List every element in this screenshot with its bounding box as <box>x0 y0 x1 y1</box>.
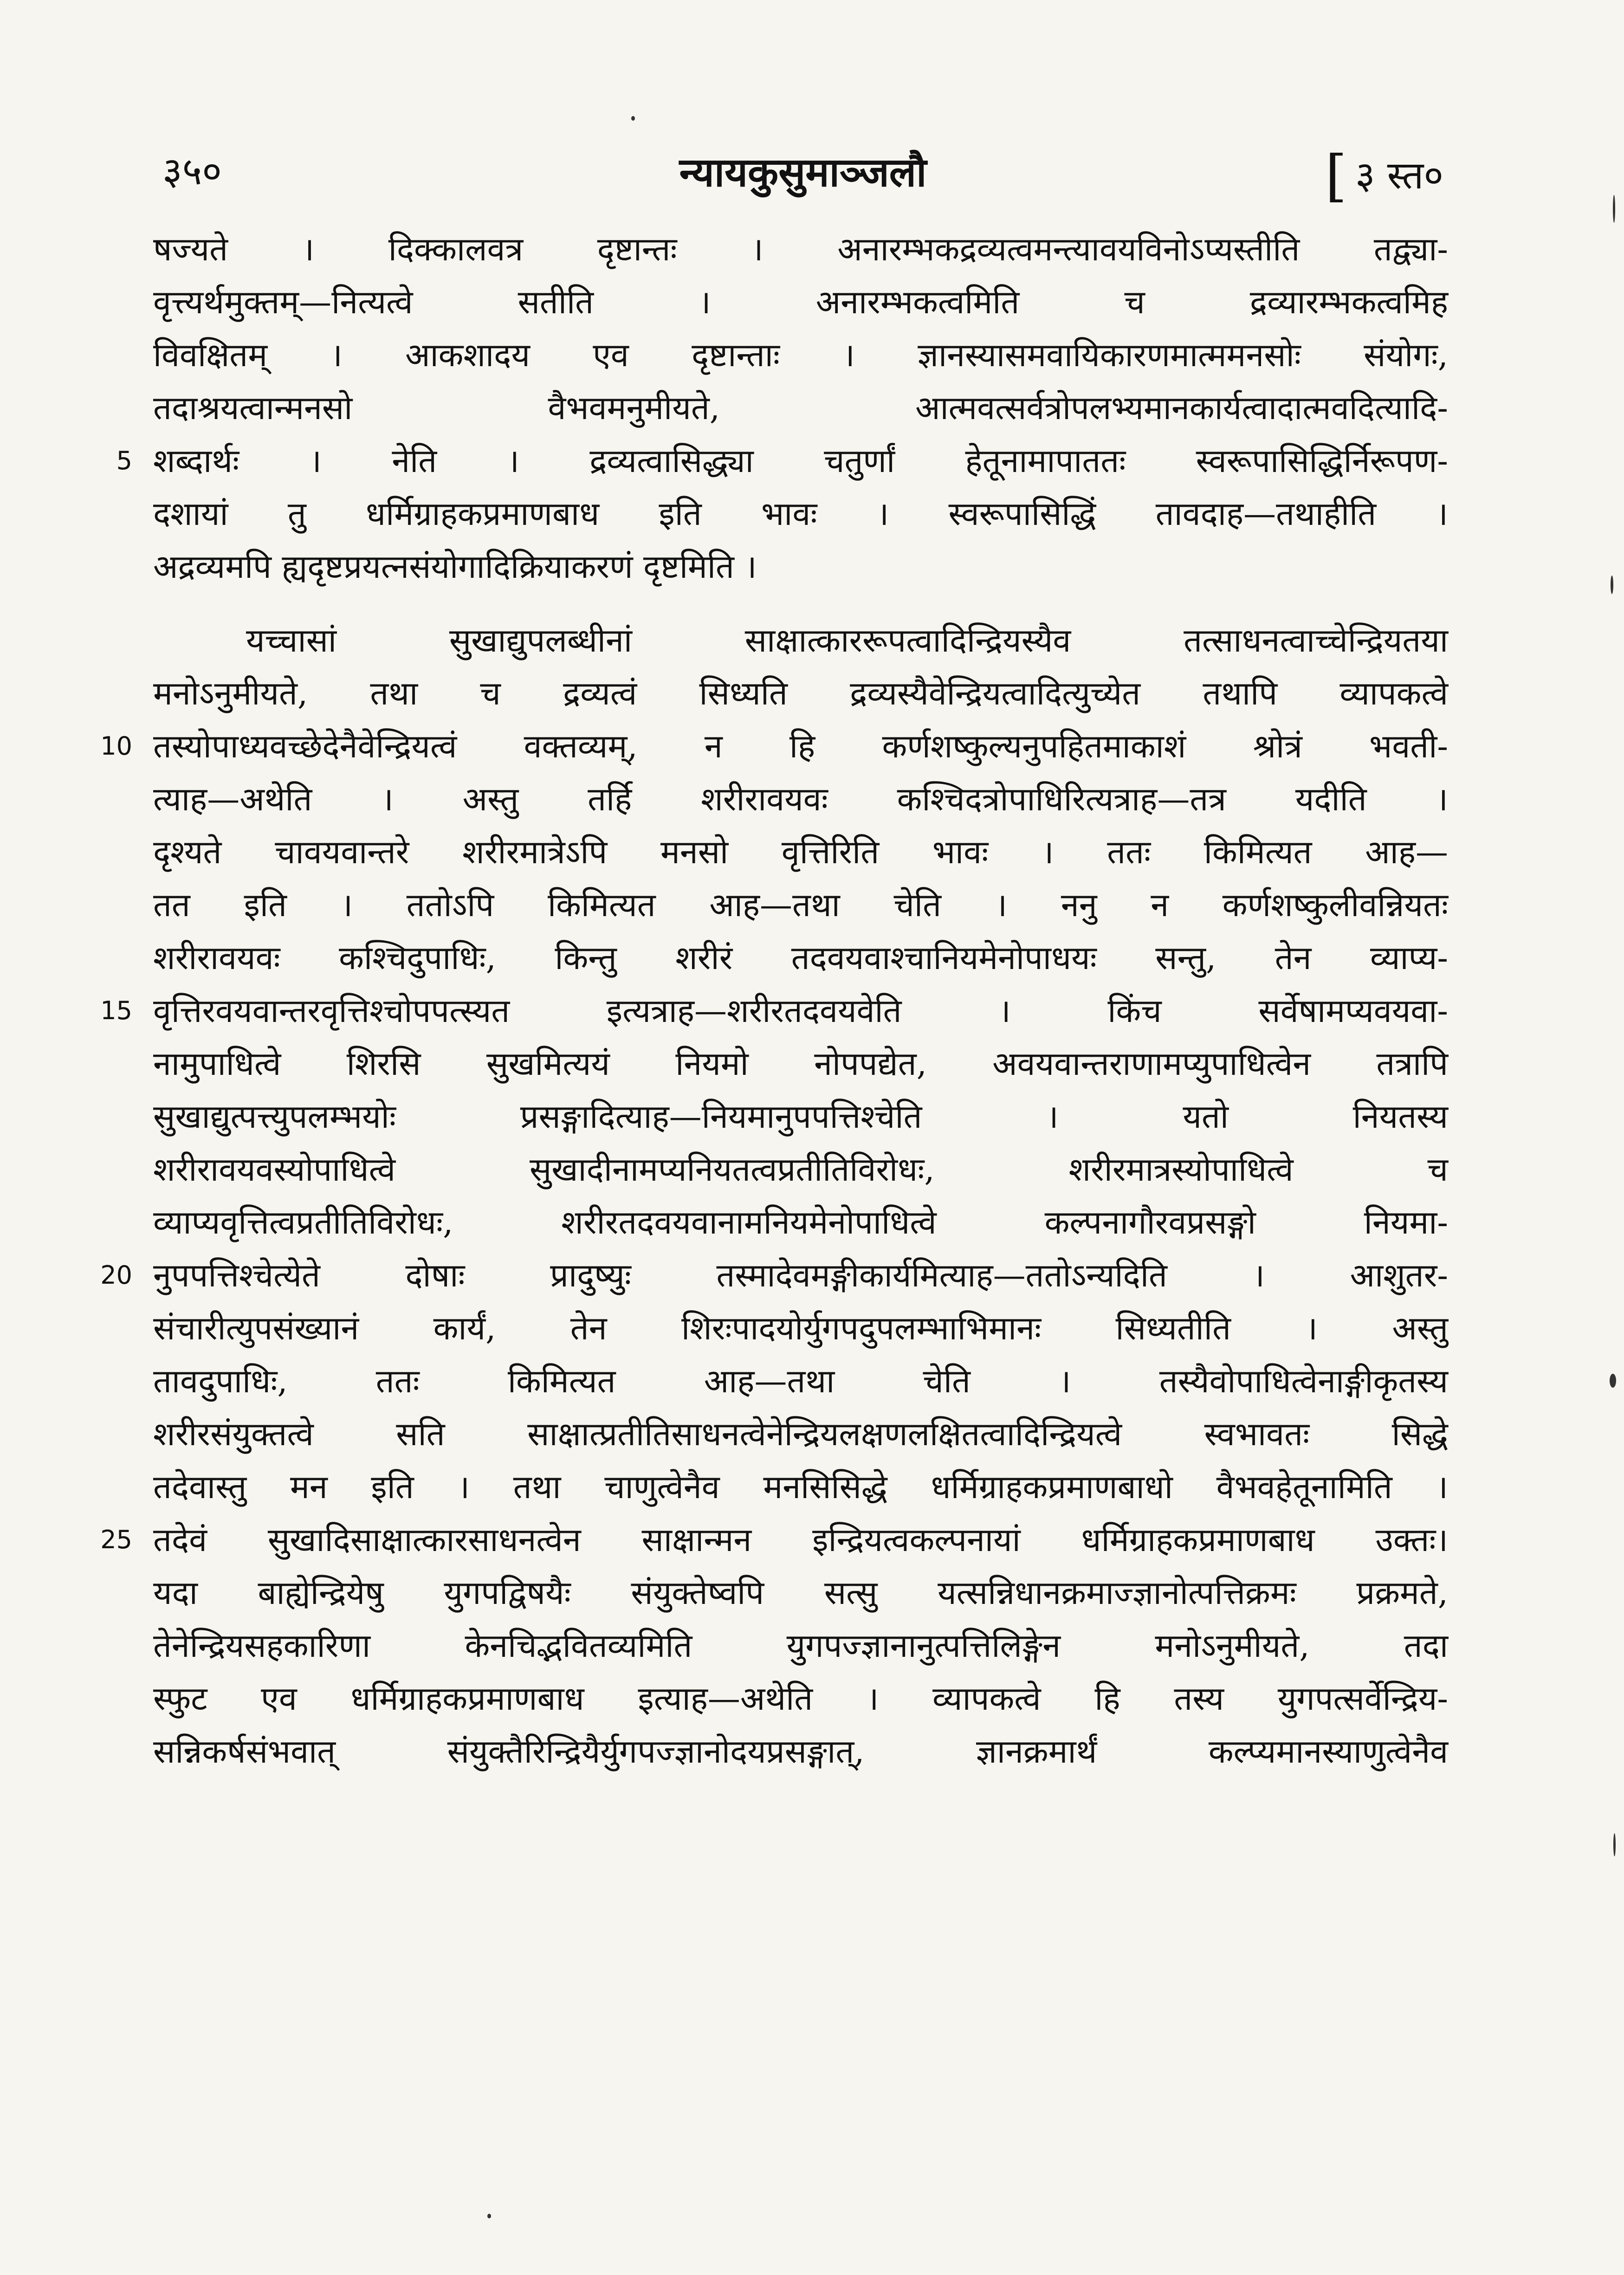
page-header <box>162 135 1443 208</box>
line-text: शरीरावयवस्योपाधित्वे सुखादीनामप्यनियतत्वप्रतीतिविरोधः, शरीरमात्रस्योपाधित्वे च <box>153 1150 1448 1189</box>
text-line <box>153 879 1448 931</box>
binding-mark <box>1610 1374 1616 1388</box>
binding-mark <box>1613 1833 1616 1856</box>
text-line <box>100 720 1448 773</box>
line-number: 15 <box>100 996 132 1025</box>
line-text: वृत्त्यर्थमुक्तम्—नित्यत्वे सतीति । अनारम्भकत्वमिति च द्रव्यारम्भकत्वमिह <box>153 283 1448 321</box>
running-title: न्यायकुसुमाञ्जलौ <box>679 149 927 196</box>
text-line <box>153 1143 1448 1196</box>
line-number: 5 <box>116 446 132 475</box>
line-text: त्याह—अथेति । अस्तु तर्हि शरीरावयवः कश्चिदत्रोपाधिरित्यत्राह—तत्र यदीति । <box>153 780 1448 818</box>
text-line <box>153 1355 1448 1408</box>
text-line <box>153 1302 1448 1355</box>
text-line <box>153 1725 1448 1778</box>
text-line <box>153 329 1448 381</box>
text-line <box>100 1249 1448 1302</box>
line-number: 25 <box>100 1525 132 1554</box>
line-text: यदा बाह्येन्द्रियेषु युगपद्विषयैः संयुक्तेष्वपि सत्सु यत्सन्निधानक्रमाज्ज्ञानोत्पत्तिक्रमः प्रक्रमते, <box>153 1574 1448 1612</box>
line-text: तदेवास्तु मन इति । तथा चाणुत्वेनैव मनसिसिद्धे धर्मिग्राहकप्रमाणबाधो वैभवहेतूनामिति । <box>153 1468 1448 1506</box>
text-line <box>153 773 1448 826</box>
line-text: तदाश्रयत्वान्मनसो वैभवमनुमीयते, आत्मवत्सर्वत्रोपलभ्यमानकार्यत्वादात्मवदित्यादि- <box>153 389 1448 427</box>
text-line <box>153 487 1448 540</box>
text-line <box>153 276 1448 329</box>
line-text: अद्रव्यमपि ह्यदृष्टप्रयत्नसंयोगादिक्रियाकरणं दृष्टमिति । <box>153 548 757 586</box>
line-text: सन्निकर्षसंभवात् संयुक्तैरिन्द्रियैर्युगपज्ज्ञानोदयप्रसङ्गात्, ज्ञानक्रमार्थं कल्प्यमानस्याणुत्वेनैव <box>153 1732 1448 1771</box>
section-label: ३ स्त० <box>1355 154 1443 198</box>
line-text: वृत्तिरवयवान्तरवृत्तिश्चोपपत्स्यत इत्यत्राह—शरीरतदवयवेति । किंच सर्वेषामप्यवयवा- <box>153 992 1448 1030</box>
binding-mark <box>1611 575 1613 594</box>
text-line <box>153 1037 1448 1090</box>
text-line <box>153 381 1448 434</box>
line-text: तेनेन्द्रियसहकारिणा केनचिद्भवितव्यमिति युगपज्ज्ञानानुत्पत्तिलिङ्गेन मनोऽनुमीयते, तदा <box>153 1627 1448 1665</box>
text-line <box>153 1461 1448 1513</box>
text-line <box>153 667 1448 720</box>
line-text: शरीरसंयुक्तत्वे सति साक्षात्प्रतीतिसाधनत्वेनेन्द्रियलक्षणलक्षितत्वादिन्द्रियत्वे स्वभावतः सिद्धे <box>153 1415 1448 1453</box>
text-line <box>100 1513 1448 1566</box>
line-text: स्फुट एव धर्मिग्राहकप्रमाणबाध इत्याह—अथेति । व्यापकत्वे हि तस्य युगपत्सर्वेन्द्रिय- <box>153 1680 1448 1718</box>
text-line <box>153 1619 1448 1672</box>
paragraph-gap <box>153 593 1448 614</box>
line-text: संचारीत्युपसंख्यानं कार्यं, तेन शिरःपादयोर्युगपदुपलम्भाभिमानः सिध्यतीति । अस्तु <box>153 1309 1448 1347</box>
line-text: दृश्यते चावयवान्तरे शरीरमात्रेऽपि मनसो वृत्तिरिति भावः । ततः किमित्यत आह— <box>153 833 1448 871</box>
line-text: दशायां तु धर्मिग्राहकप्रमाणबाध इति भावः । स्वरूपासिद्धिं तावदाह—तथाहीति । <box>153 495 1448 533</box>
text-line <box>116 434 1448 487</box>
line-text: नुपपत्तिश्चेत्येते दोषाः प्रादुष्युः तस्मादेवमङ्गीकार्यमित्याह—ततोऽन्यदिति । आशुतर- <box>153 1256 1448 1294</box>
text-line <box>153 1090 1448 1143</box>
text-line <box>153 931 1448 984</box>
line-text: शरीरावयवः कश्चिदुपाधिः, किन्तु शरीरं तदवयवाश्चानियमेनोपाधयः सन्तु, तेन व्याप्य- <box>153 939 1448 977</box>
text-line <box>153 1566 1448 1619</box>
text-line <box>153 826 1448 879</box>
line-text: यच्चासां सुखाद्युपलब्धीनां साक्षात्काररूपत्वादिन्द्रियस्यैव तत्साधनत्वाच्चेन्द्रियतया <box>246 621 1448 659</box>
binding-mark <box>1613 195 1615 223</box>
line-text: सुखाद्युत्पत्त्युपलम्भयोः प्रसङ्गादित्याह—नियमानुपपत्तिश्चेति । यतो नियतस्य <box>153 1098 1448 1136</box>
text-line <box>153 223 1448 276</box>
text-line <box>153 540 1448 593</box>
line-text: शब्दार्थः । नेति । द्रव्यत्वासिद्ध्या चतुर्णां हेतूनामापाततः स्वरूपासिद्धिर्निरूपण- <box>153 442 1448 480</box>
scan-speck <box>631 116 635 121</box>
line-text: तदेवं सुखादिसाक्षात्कारसाधनत्वेन साक्षान्मन इन्द्रियत्वकल्पनायां धर्मिग्राहकप्रमाणबाध उक्तः। <box>153 1521 1448 1559</box>
line-text: विवक्षितम् । आकशादय एव दृष्टान्ताः । ज्ञानस्यासमवायिकारणमात्ममनसोः संयोगः, <box>153 336 1448 374</box>
line-text: मनोऽनुमीयते, तथा च द्रव्यत्वं सिध्यति द्रव्यस्यैवेन्द्रियत्वादित्युच्येत तथापि व्यापकत्वे <box>153 674 1448 712</box>
line-number: 10 <box>100 731 132 761</box>
text-line <box>153 614 1448 667</box>
line-number: 20 <box>100 1260 132 1290</box>
line-text: तस्योपाध्यवच्छेदेनैवेन्द्रियत्वं वक्तव्यम्, न हि कर्णशष्कुल्यनुपहितमाकाशं श्रोत्रं भवती- <box>153 727 1448 765</box>
text-line <box>153 1408 1448 1461</box>
text-line <box>153 1672 1448 1725</box>
line-text: षज्यते । दिक्कालवत्र दृष्टान्तः । अनारम्भकद्रव्यत्वमन्त्यावयविनोऽप्यस्तीति तद्व्या- <box>153 230 1448 268</box>
line-text: व्याप्यवृत्तित्वप्रतीतिविरोधः, शरीरतदवयवानामनियमेनोपाधित्वे कल्पनागौरवप्रसङ्गो नियमा- <box>153 1203 1448 1241</box>
text-line <box>100 984 1448 1037</box>
commentary-text <box>100 223 1448 1778</box>
section-marker <box>1325 144 1443 208</box>
line-text: तत इति । ततोऽपि किमित्यत आह—तथा चेति । ननु न कर्णशष्कुलीवन्नियतः <box>153 886 1448 924</box>
scan-speck <box>487 2214 491 2218</box>
line-text: नामुपाधित्वे शिरसि सुखमित्ययं नियमो नोपपद्येत, अवयवान्तराणामप्युपाधित्वेन तत्रापि <box>153 1045 1448 1083</box>
text-line <box>153 1196 1448 1249</box>
section-bracket: [ <box>1325 144 1347 208</box>
line-text: तावदुपाधिः, ततः किमित्यत आह—तथा चेति । तस्यैवोपाधित्वेनाङ्गीकृतस्य <box>153 1362 1448 1400</box>
page-number: ३५० <box>162 149 222 194</box>
